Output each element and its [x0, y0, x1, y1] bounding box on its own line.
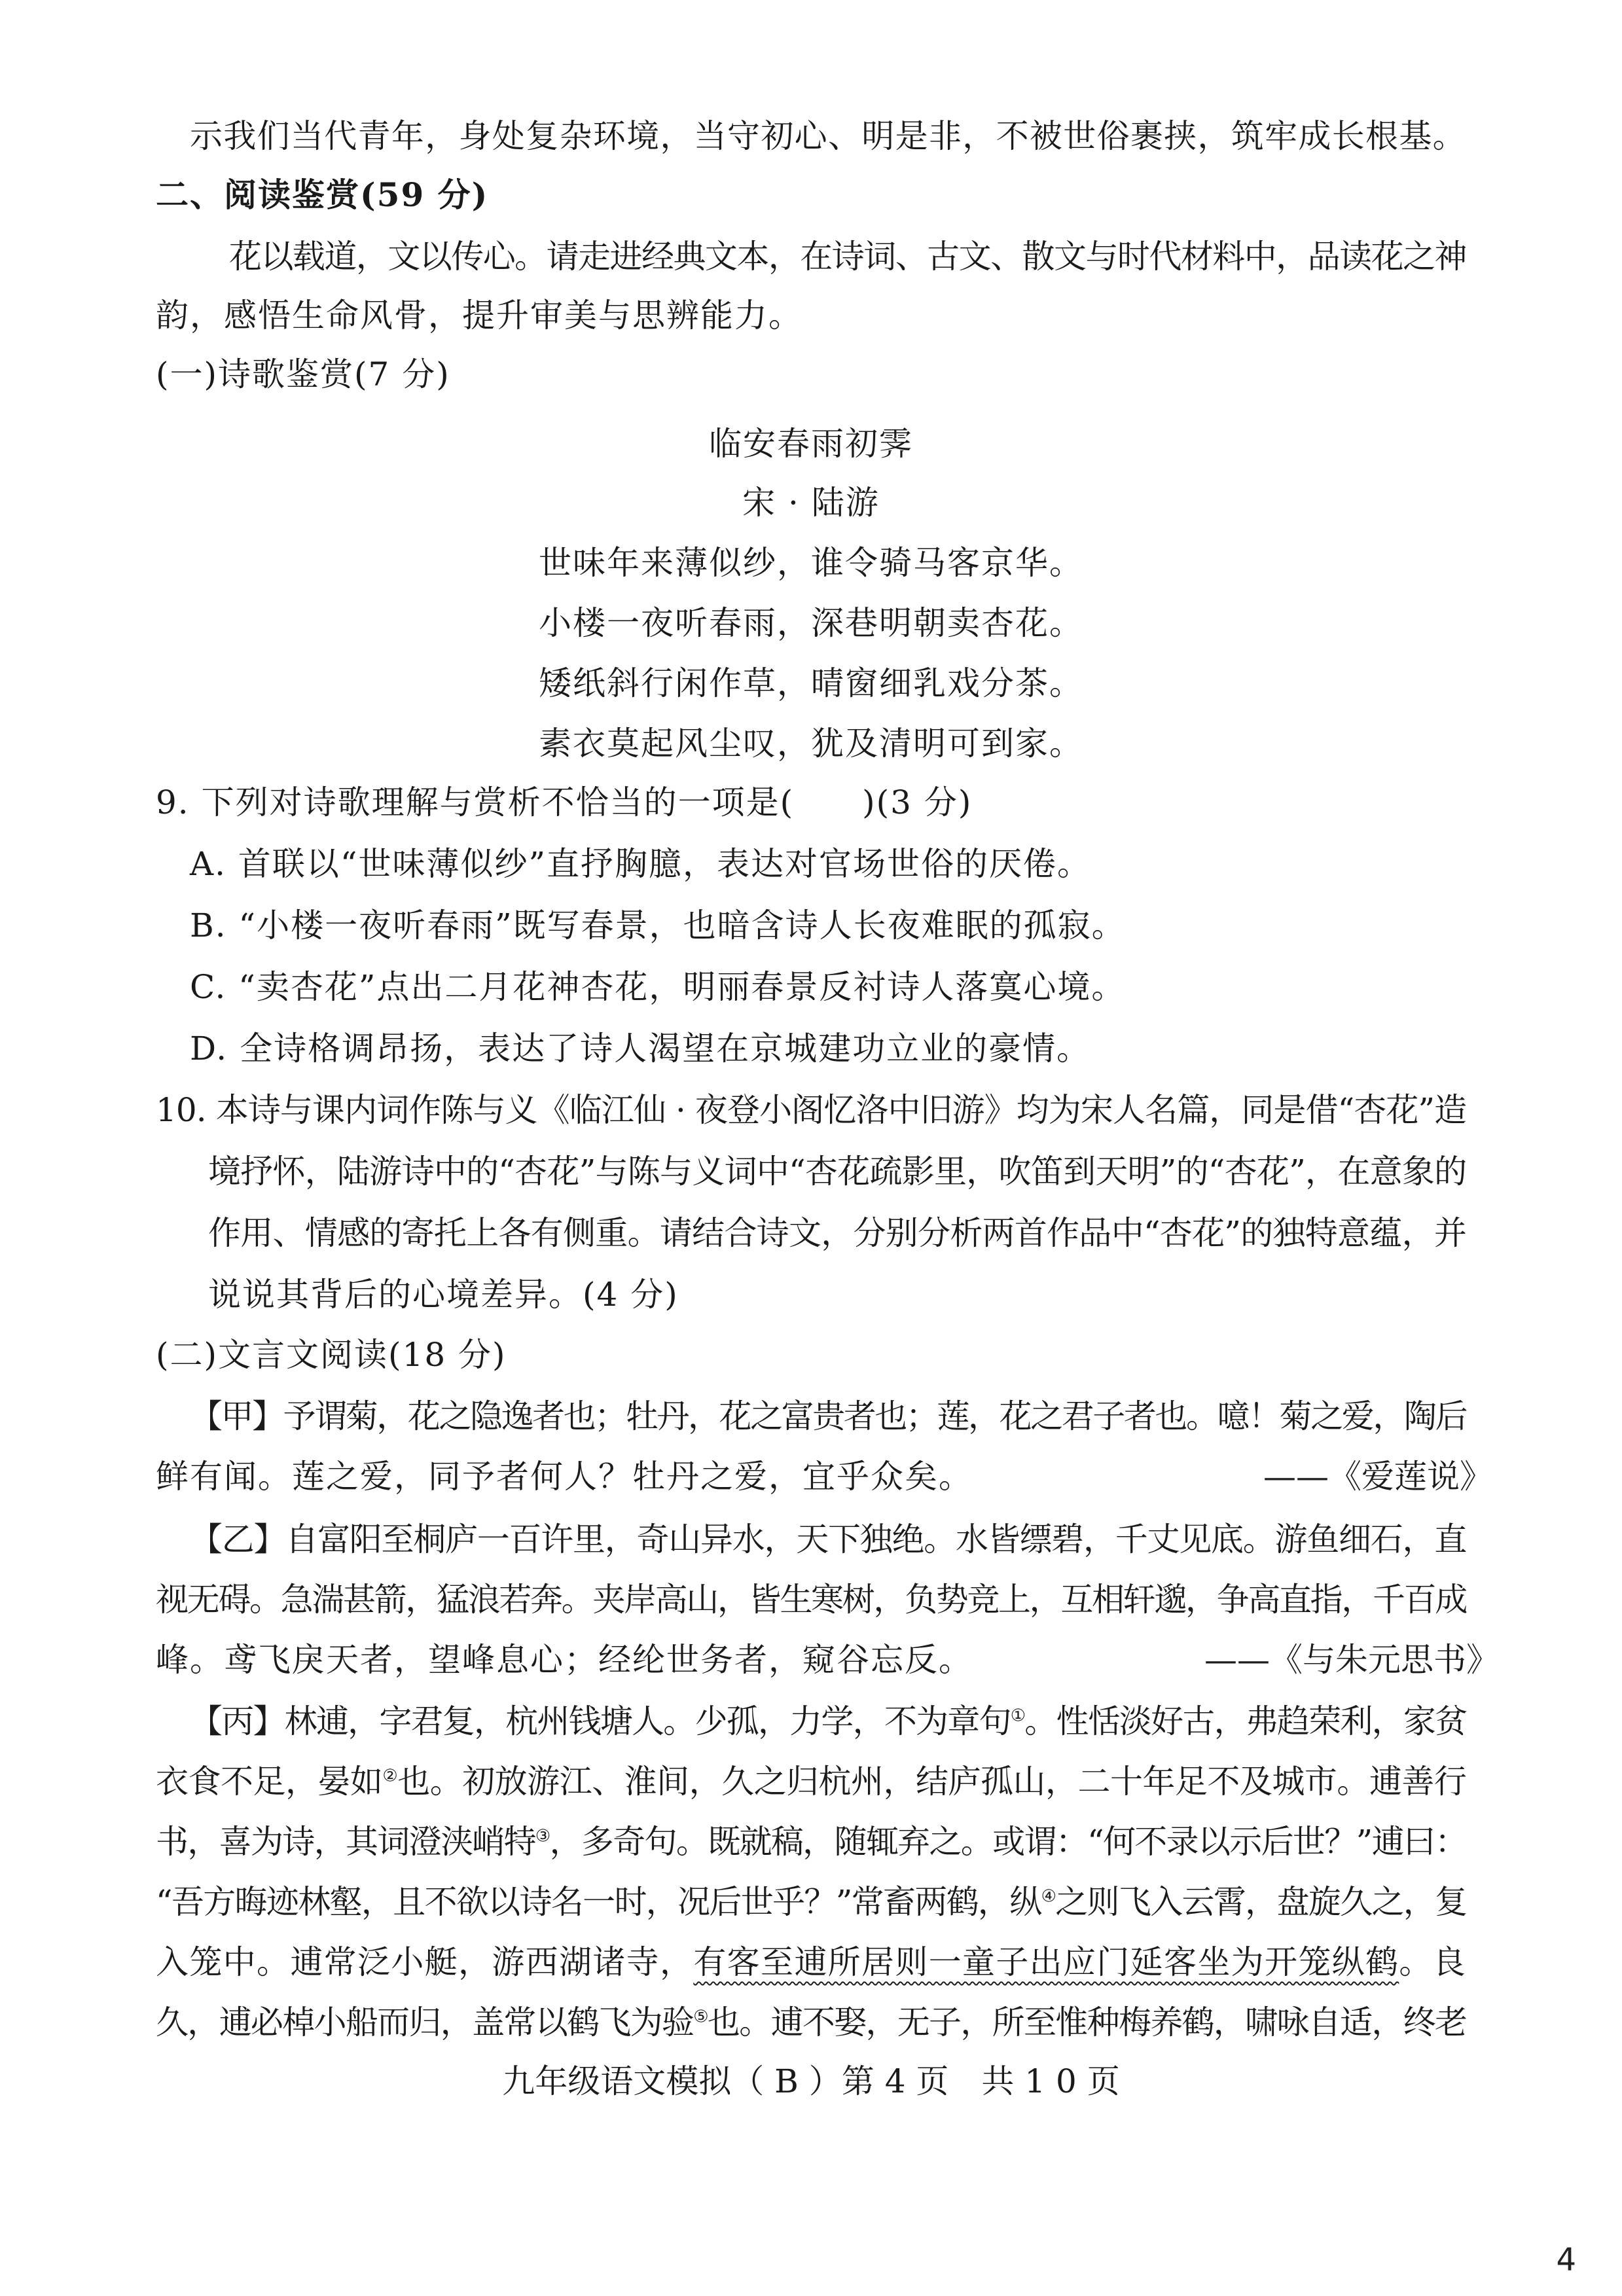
passage-yi-line-2: 视无碍。急湍甚箭，猛浪若奔。夹岸高山，皆生寒树，负势竞上，互相轩邈，争高直指，千百成: [156, 1581, 1466, 1619]
footnote-marker-5: ⑤: [693, 2007, 708, 2027]
passage-text: 书，喜为诗，其词澄浃峭特: [156, 1823, 535, 1861]
question-10-line-1: 10. 本诗与课内词作陈与义《临江仙 · 夜登小阁忆洛中旧游》均为宋人名篇，同是借“杏花”造: [156, 1091, 1467, 1129]
passage-bing-line-6: [156, 2003, 1466, 2042]
footnote-marker-4: ④: [1041, 1886, 1056, 1907]
passage-jia-line-2: 鲜有闻。莲之爱，同予者何人？牡丹之爱，宜乎众矣。: [156, 1458, 973, 1496]
poem-line-4: 素衣莫起风尘叹，犹及清明可到家。: [539, 725, 1083, 762]
passage-text: 之则飞入云霄，盘旋久之，复: [1055, 1883, 1467, 1921]
passage-text: 也。初放游江、淮间，久之归杭州，结庐孤山，二十年足不及城市。逋善行: [397, 1763, 1467, 1801]
passage-text: 。良: [1399, 1943, 1467, 1981]
text-line-1: 示我们当代青年，身处复杂环境，当守初心、明是非，不被世俗裹挟，筑牢成长根基。: [190, 117, 1466, 155]
passage-text: 【丙】林逋，字君复，杭州钱塘人。少孤，力学，不为章句: [190, 1702, 1011, 1740]
question-9: 9. 下列对诗歌理解与赏析不恰当的一项是( )(3 分): [156, 783, 973, 821]
poem-author: 宋 · 陆游: [742, 484, 880, 522]
passage-bing-line-5: [156, 1943, 1466, 1982]
footnote-marker-2: ②: [382, 1766, 398, 1786]
poem-line-1: 世味年来薄似纱，谁令骑马客京华。: [539, 544, 1083, 582]
question-10-line-4: 说说其背后的心境差异。(4 分): [208, 1276, 679, 1314]
footnote-marker-1: ①: [1010, 1706, 1025, 1726]
subsection-poetry: (一)诗歌鉴赏(7 分): [156, 355, 450, 393]
passage-text: “吾方晦迹林壑，且不欲以诗名一时，况后世乎？”常畜两鹤，纵: [156, 1883, 1041, 1921]
passage-jia-line-1: 【甲】予谓菊，花之隐逸者也；牡丹，花之富贵者也；莲，花之君子者也。噫！菊之爱，陶后: [190, 1397, 1466, 1435]
passage-text: 久，逋必棹小船而归，盖常以鹤飞为验: [156, 2003, 694, 2041]
passage-yi-line-1: 【乙】自富阳至桐庐一百许里，奇山异水，天下独绝。水皆缥碧，千丈见底。游鱼细石，直: [190, 1520, 1466, 1558]
passage-bing-line-4: [156, 1882, 1466, 1922]
poem-line-3: 矮纸斜行闲作草，晴窗细乳戏分茶。: [539, 664, 1083, 702]
section-heading-reading: 二、阅读鉴赏(59 分): [156, 175, 489, 214]
passage-text: ，多奇句。既就稿，随辄弃之。或谓：“何不录以示后世？”逋曰：: [549, 1823, 1467, 1861]
passage-text: 衣食不足，晏如: [156, 1763, 383, 1801]
question-9-option-a: A. 首联以“世味薄似纱”直抒胸臆，表达对官场世俗的厌倦。: [190, 845, 1092, 883]
intro-line-2: 韵，感悟生命风骨，提升审美与思辨能力。: [156, 296, 802, 334]
passage-bing-line-2: [156, 1762, 1466, 1801]
question-9-option-b: B. “小楼一夜听春雨”既写春景，也暗含诗人长夜难眠的孤寂。: [190, 906, 1126, 944]
passage-text: 也。逋不娶，无子，所至惟种梅养鹤，啸咏自适，终老: [707, 2003, 1467, 2041]
passage-jia-source: ——《爱莲说》: [1263, 1458, 1492, 1496]
passage-text: 入笼中。逋常泛小艇，游西湖诸寺，: [156, 1943, 694, 1981]
passage-yi-source: ——《与朱元思书》: [1204, 1641, 1499, 1679]
passage-bing-line-3: [156, 1822, 1466, 1861]
question-10-line-3: 作用、情感的寄托上各有侧重。请结合诗文，分别分析两首作品中“杏花”的独特意蕴，并: [208, 1214, 1467, 1252]
intro-line-1: 花以载道，文以传心。请走进经典文本，在诗词、古文、散文与时代材料中，品读花之神: [229, 238, 1466, 276]
page-footer: 九年级语文模拟（ B ）第 4 页 共 1 0 页: [502, 2062, 1120, 2100]
page-number: 4: [1556, 2242, 1576, 2278]
question-9-option-c: C. “卖杏花”点出二月花神杏花，明丽春景反衬诗人落寞心境。: [190, 968, 1126, 1006]
subsection-classical-chinese: (二)文言文阅读(18 分): [156, 1336, 507, 1374]
passage-text: 。性恬淡好古，弗趋荣利，家贫: [1024, 1702, 1467, 1740]
poem-title: 临安春雨初霁: [709, 425, 913, 463]
poem-line-2: 小楼一夜听春雨，深巷明朝卖杏花。: [539, 604, 1083, 642]
footnote-marker-3: ③: [535, 1826, 550, 1846]
passage-yi-line-3: 峰。鸢飞戾天者，望峰息心；经纶世务者，窥谷忘反。: [156, 1641, 973, 1679]
question-9-option-d: D. 全诗格调昂扬，表达了诗人渴望在京城建功立业的豪情。: [190, 1030, 1091, 1067]
passage-bing-line-1: [190, 1702, 1466, 1741]
wavy-underlined-sentence: 有客至逋所居则一童子出应门延客坐为开笼纵鹤: [693, 1943, 1399, 1981]
question-10-line-2: 境抒怀，陆游诗中的“杏花”与陈与义词中“杏花疏影里，吹笛到天明”的“杏花”，在意象的: [208, 1153, 1467, 1191]
